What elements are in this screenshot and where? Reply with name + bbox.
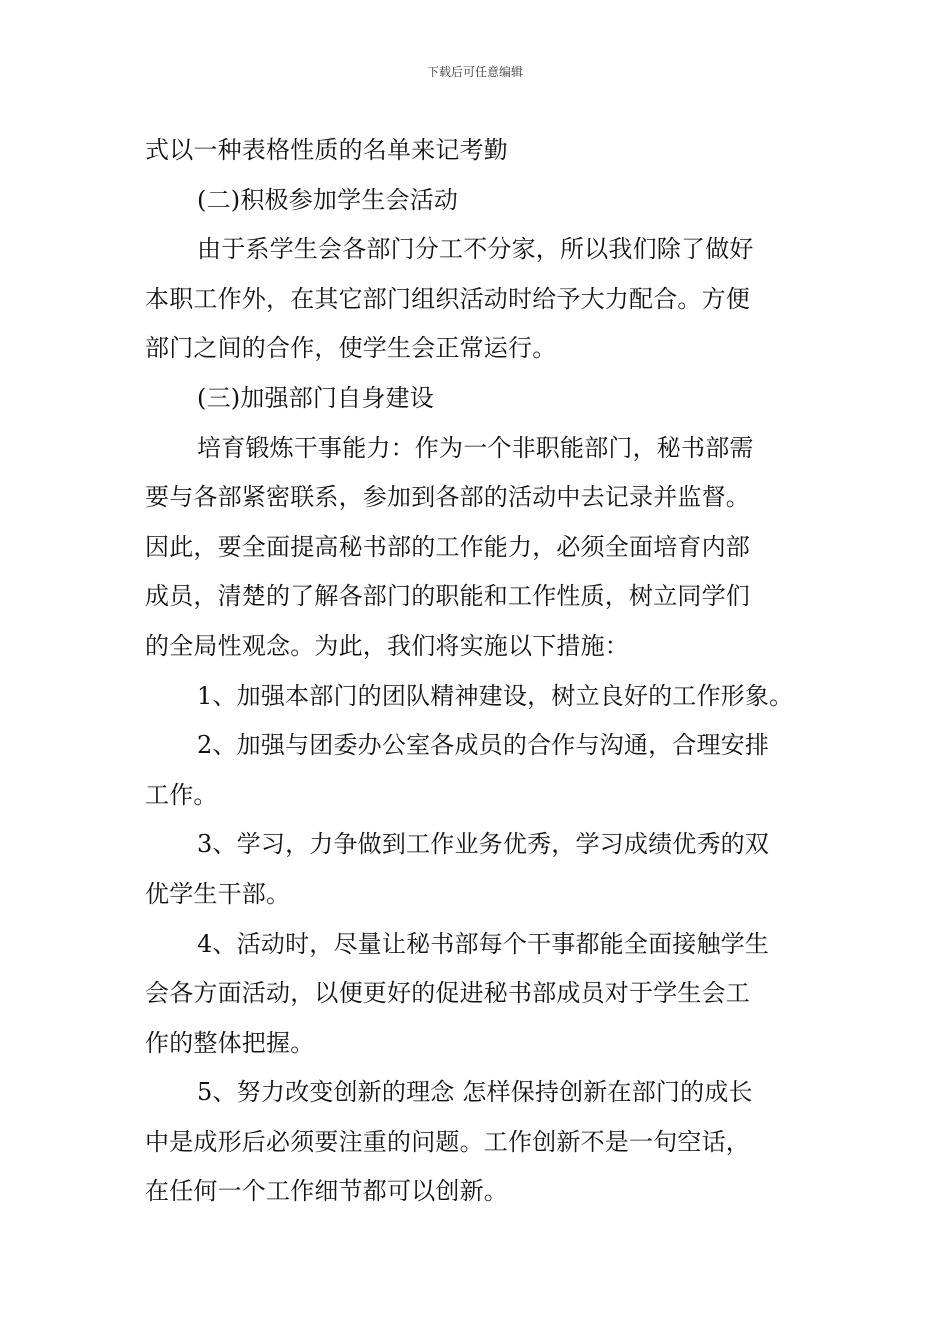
text-line: 作的整体把握。	[145, 1028, 315, 1057]
text-line: 因此，要全面提高秘书部的工作能力，必须全面培育内部	[145, 532, 750, 561]
list-item-4: 4、活动时，尽量让秘书部每个干事都能全面接触学生	[197, 929, 770, 958]
list-item-3: 3、学习，力争做到工作业务优秀，学习成绩优秀的双	[197, 830, 770, 859]
text-line: 在任何一个工作细节都可以创新。	[145, 1177, 508, 1206]
text-line: 培育锻炼干事能力：作为一个非职能部门，秘书部需	[197, 433, 754, 462]
section-heading-3: (三)加强部门自身建设	[197, 383, 434, 412]
section-heading-2: (二)积极参加学生会活动	[197, 185, 459, 214]
text-line: 式以一种表格性质的名单来记考勤	[145, 136, 508, 164]
list-item-1: 1、加强本部门的团队精神建设，树立良好的工作形象。	[197, 681, 794, 710]
text-line: 部门之间的合作，使学生会正常运行。	[145, 334, 557, 363]
text-line: 的全局性观念。为此，我们将实施以下措施：	[145, 631, 629, 660]
text-line: 由于系学生会各部门分工不分家，所以我们除了做好	[197, 235, 754, 264]
text-line: 本职工作外，在其它部门组织活动时给予大力配合。方便	[145, 284, 750, 313]
page-header: 下载后可任意编辑	[426, 65, 523, 79]
text-line: 要与各部紧密联系，参加到各部的活动中去记录并监督。	[145, 483, 750, 512]
text-line: 中是成形后必须要注重的问题。工作创新不是一句空话，	[145, 1127, 750, 1156]
text-line: 工作。	[145, 780, 218, 809]
list-item-2: 2、加强与团委办公室各成员的合作与沟通，合理安排	[197, 731, 770, 760]
text-line: 优学生干部。	[145, 879, 291, 908]
list-item-5: 5、努力改变创新的理念 怎样保持创新在部门的成长	[197, 1078, 753, 1107]
document-body	[145, 126, 810, 1217]
text-line: 会各方面活动，以便更好的促进秘书部成员对于学生会工	[145, 979, 750, 1008]
text-line: 成员，清楚的了解各部门的职能和工作性质，树立同学们	[145, 582, 750, 611]
